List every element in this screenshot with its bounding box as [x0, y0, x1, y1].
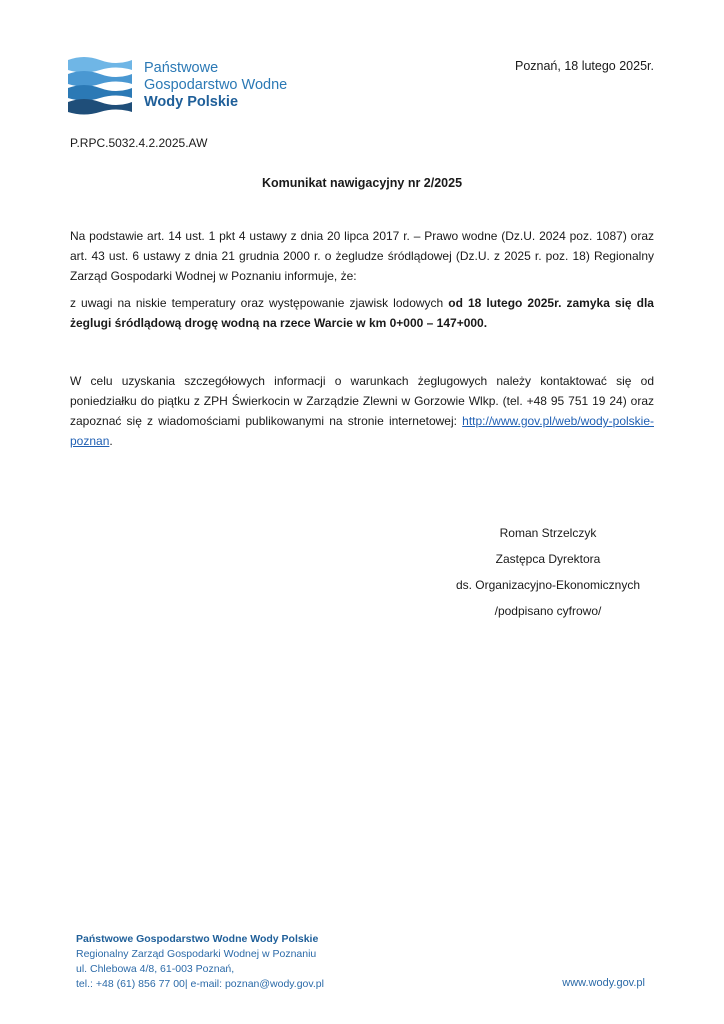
paragraph-closure-notice	[70, 293, 654, 333]
waves-logo-icon	[68, 56, 132, 118]
closure-decision-text: od 18 lutego 2025r. zamyka się dla żeglugi śródlądową drogę wodną na rzece Warcie w km 0+000 – 147+000.	[70, 296, 654, 330]
website-link[interactable]: http://www.gov.pl/web/wody-polskie-poznan	[70, 414, 654, 448]
logo-line-1: Państwowe	[144, 60, 219, 76]
logo-line-3: Wody Polskie	[144, 94, 239, 110]
paragraph-contact-info	[70, 371, 654, 451]
logo-text	[144, 60, 287, 111]
wody-polskie-logo	[68, 56, 288, 118]
footer-org: Państwowe Gospodarstwo Wodne Wody Polskie	[76, 933, 319, 945]
footer-unit: Regionalny Zarząd Gospodarki Wodnej w Poznaniu	[76, 948, 317, 960]
contact-info-text: W celu uzyskania szczegółowych informacji o warunkach żeglugowych należy kontaktować się od poniedziałku do piątku z ZPH Świerkocin w Zarządzie Zlewni w Gorzowie Wlkp. (tel. +48 95 751 19 24) oraz zapoznać się z wiadomościami publikowanymi na stronie internetowej:	[70, 374, 654, 428]
document-date: Poznań, 18 lutego 2025r.	[514, 59, 654, 73]
footer-address: ul. Chlebowa 4/8, 61-003 Poznań,	[76, 963, 235, 975]
footer-website: www.wody.gov.pl	[562, 977, 645, 989]
signature-note: /podpisano cyfrowo/	[494, 604, 602, 618]
signatory-name: Roman Strzelczyk	[499, 526, 597, 540]
signatory-department: ds. Organizacyjno-Ekonomicznych	[455, 578, 641, 592]
signature-block	[450, 520, 646, 624]
closure-reason-text: z uwagi na niskie temperatury oraz występowanie zjawisk lodowych	[70, 296, 449, 310]
paragraph-legal-basis: Na podstawie art. 14 ust. 1 pkt 4 ustawy z dnia 20 lipca 2017 r. – Prawo wodne (Dz.U. 2024 poz. 1087) oraz art. 43 ust. 6 ustawy z dnia 21 grudnia 2000 r. o żegludze śródlądowej (Dz.U. z 2025 r. poz. 18) Regionalny Zarząd Gospodarki Wodnej w Poznaniu informuje, że:	[70, 229, 654, 283]
footer	[76, 932, 324, 992]
footer-contact: tel.: +48 (61) 856 77 00| e-mail: poznan@wody.gov.pl	[76, 978, 324, 990]
contact-info-end: .	[109, 434, 113, 448]
logo-line-2: Gospodarstwo Wodne	[144, 77, 288, 93]
reference-number: P.RPC.5032.4.2.2025.AW	[70, 136, 208, 150]
signatory-position: Zastępca Dyrektora	[495, 552, 601, 566]
document-title: Komunikat nawigacyjny nr 2/2025	[261, 176, 463, 190]
